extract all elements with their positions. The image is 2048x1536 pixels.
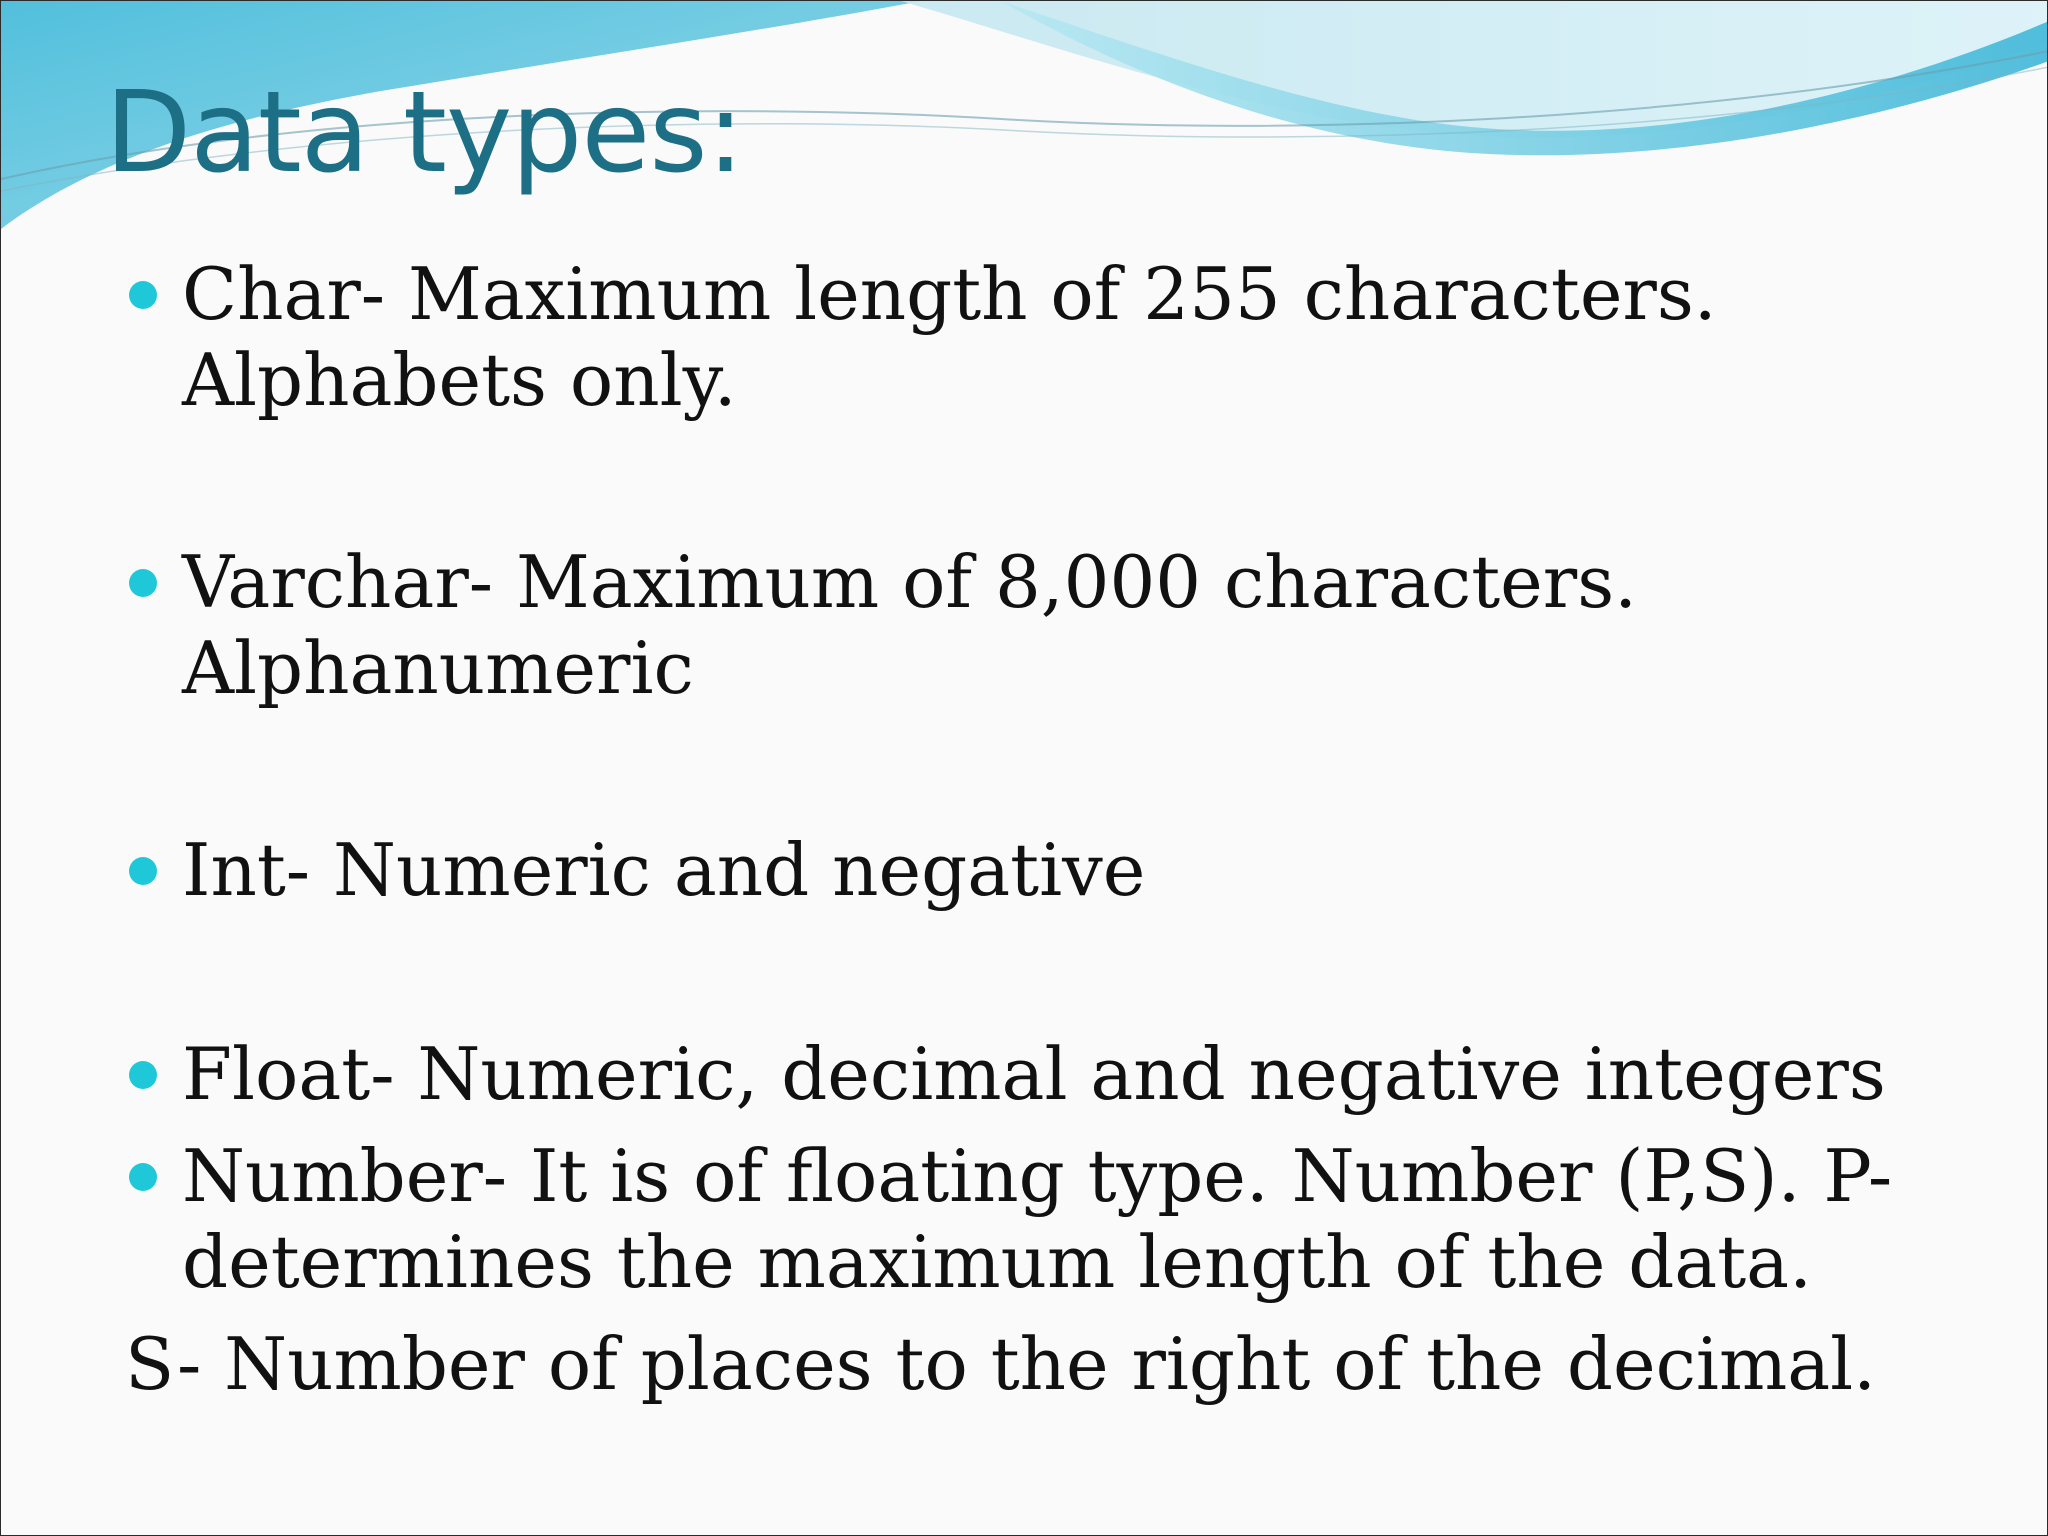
bullet-dot-icon (129, 281, 157, 309)
slide-title: Data types: (105, 68, 744, 198)
list-item-text: Int- Numeric and negative (182, 828, 1146, 912)
bullet-list (1, 1, 2048, 1536)
bullet-dot-icon (129, 1163, 157, 1191)
bullet-dot-icon (129, 1061, 157, 1089)
list-item-text: Float- Numeric, decimal and negative integers (182, 1032, 1886, 1116)
continuation-text: S- Number of places to the right of the decimal. (125, 1322, 1877, 1406)
list-item-text: Varchar- Maximum of 8,000 characters. Alphanumeric (182, 540, 1638, 710)
list-item-text: Char- Maximum length of 255 characters. Alphabets only. (182, 252, 1717, 422)
list-item (182, 539, 1962, 711)
list-item (182, 1031, 1962, 1117)
list-item-text: Number- It is of floating type. Number (P,S). P- determines the maximum length of the data. (182, 1134, 1893, 1304)
bullet-dot-icon (129, 569, 157, 597)
bullet-dot-icon (129, 857, 157, 885)
list-item (182, 827, 1962, 913)
list-item (182, 251, 1962, 423)
list-item (182, 1133, 1962, 1305)
